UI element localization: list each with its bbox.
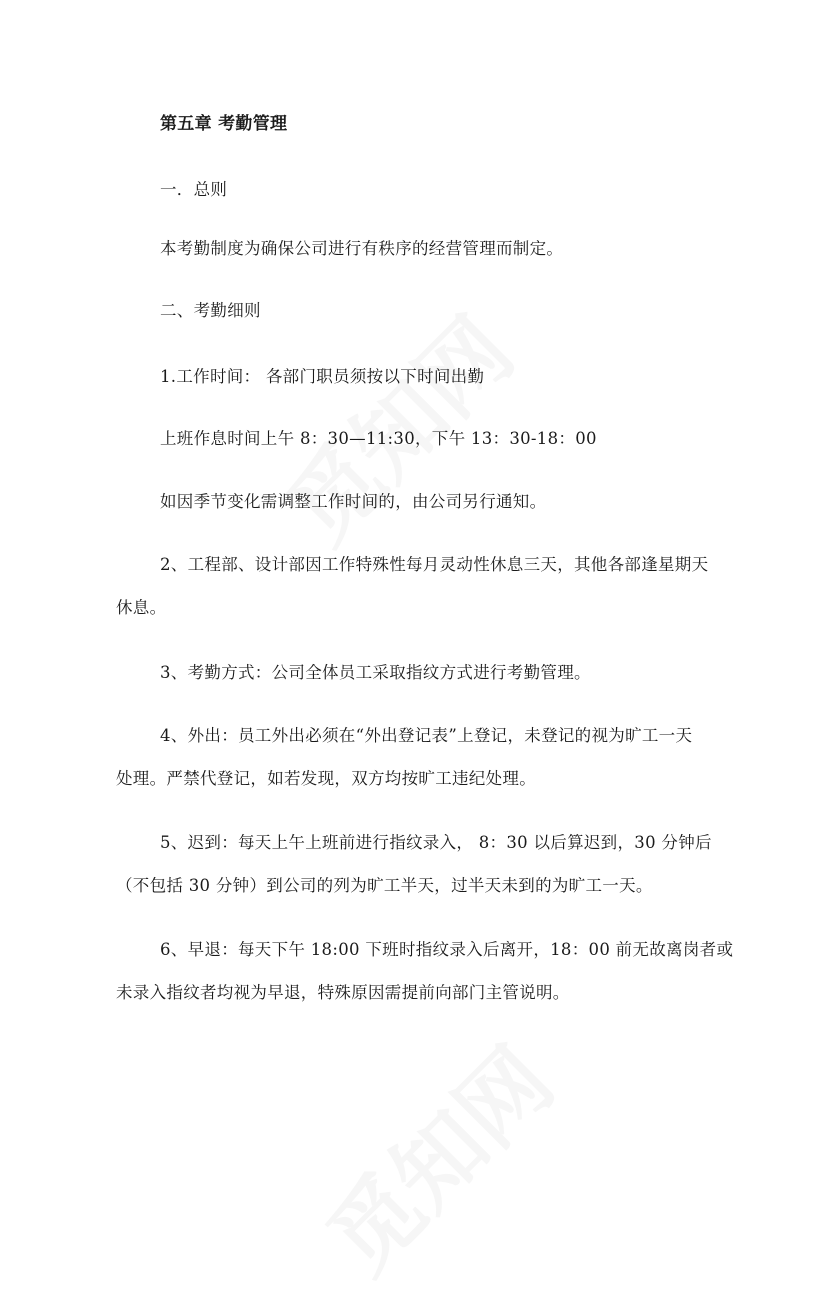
- paragraph: 5、迟到：每天上午上班前进行指纹录入， 8：30 以后算迟到，30 分钟后: [160, 833, 712, 852]
- section-heading: 一．总则: [160, 180, 228, 199]
- paragraph: 上班作息时间上午 8：30—11:30，下午 13：30-18：00: [160, 429, 597, 448]
- section-heading: 二、考勤细则: [160, 301, 261, 320]
- paragraph: 处理。严禁代登记，如若发现，双方均按旷工违纪处理。: [116, 769, 536, 788]
- paragraph: 本考勤制度为确保公司进行有秩序的经营管理而制定。: [160, 239, 564, 258]
- paragraph: 1.工作时间： 各部门职员须按以下时间出勤: [160, 367, 485, 386]
- paragraph: 6、早退：每天下午 18:00 下班时指纹录入后离开，18：00 前无故离岗者或: [160, 940, 734, 959]
- paragraph: 4、外出：员工外出必须在“外出登记表”上登记，未登记的视为旷工一天: [160, 726, 693, 745]
- chapter-title: 第五章 考勤管理: [160, 114, 288, 134]
- paragraph: 2、工程部、设计部因工作特殊性每月灵动性休息三天，其他各部逢星期天: [160, 555, 709, 574]
- paragraph: 3、考勤方式：公司全体员工采取指纹方式进行考勤管理。: [160, 663, 591, 682]
- watermark: [294, 1014, 577, 1296]
- paragraph: 未录入指纹者均视为早退，特殊原因需提前向部门主管说明。: [116, 983, 570, 1002]
- paragraph: 休息。: [116, 598, 167, 617]
- paragraph: 如因季节变化需调整工作时间的，由公司另行通知。: [160, 492, 547, 511]
- paragraph: （不包括 30 分钟）到公司的列为旷工半天，过半天未到的为旷工一天。: [116, 876, 653, 895]
- watermark: [254, 284, 537, 567]
